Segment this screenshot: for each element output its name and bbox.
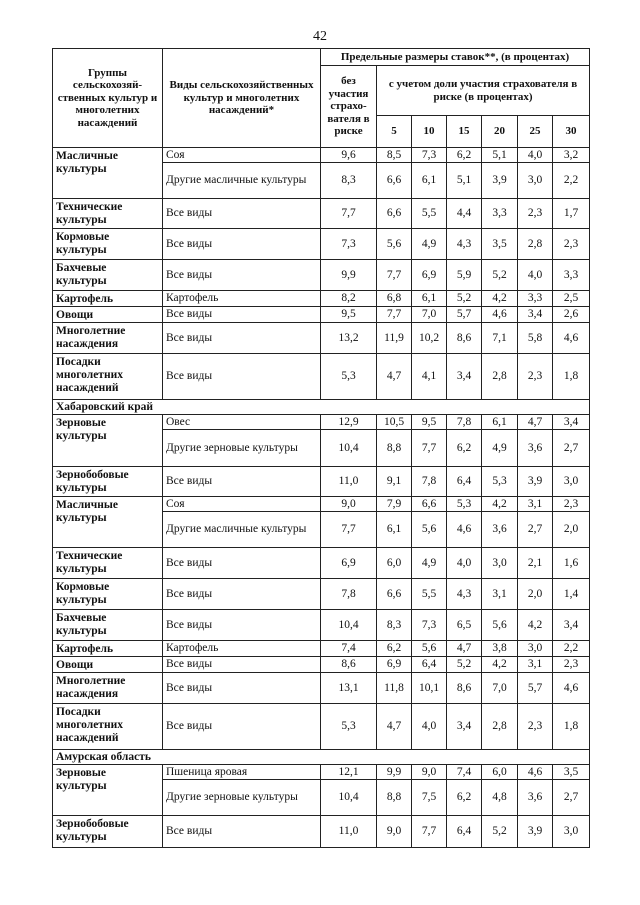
crop-group: Многолетние насаждения xyxy=(53,673,163,704)
rate-no-share: 12,9 xyxy=(321,415,377,430)
rate-share-30: 3,4 xyxy=(553,610,590,641)
rate-no-share: 7,4 xyxy=(321,641,377,657)
crop-kind: Картофель xyxy=(163,291,321,307)
crop-group: Картофель xyxy=(53,641,163,657)
crop-kind: Все виды xyxy=(163,548,321,579)
rate-share-5: 8,5 xyxy=(377,148,412,163)
rate-share-10: 7,7 xyxy=(412,816,447,848)
rate-share-30: 2,7 xyxy=(553,780,590,816)
crop-kind: Другие масличные культуры xyxy=(163,512,321,548)
rate-share-10: 4,9 xyxy=(412,548,447,579)
rate-share-10: 7,5 xyxy=(412,780,447,816)
rate-share-25: 5,8 xyxy=(518,323,553,354)
rate-share-5: 7,9 xyxy=(377,497,412,512)
rate-share-5: 7,7 xyxy=(377,260,412,291)
table-row xyxy=(53,354,590,400)
rate-share-10: 6,4 xyxy=(412,657,447,673)
crop-kind: Все виды xyxy=(163,657,321,673)
rate-no-share: 9,0 xyxy=(321,497,377,512)
crop-group: Бахчевые культуры xyxy=(53,610,163,641)
rate-no-share: 7,7 xyxy=(321,199,377,229)
rate-share-5: 6,6 xyxy=(377,579,412,610)
rate-share-20: 5,6 xyxy=(482,610,518,641)
rate-share-30: 1,8 xyxy=(553,354,590,400)
crop-group: Овощи xyxy=(53,657,163,673)
header-kind-column: Виды сельскохозяйственных культур и многолетних насаждений* xyxy=(163,49,321,148)
crop-kind: Все виды xyxy=(163,704,321,750)
rate-share-15: 3,4 xyxy=(447,704,482,750)
rate-share-30: 2,3 xyxy=(553,657,590,673)
crop-group: Овощи xyxy=(53,307,163,323)
crop-kind: Все виды xyxy=(163,579,321,610)
rate-no-share: 8,3 xyxy=(321,163,377,199)
rate-share-5: 5,6 xyxy=(377,229,412,260)
rate-share-5: 6,0 xyxy=(377,548,412,579)
crop-kind: Все виды xyxy=(163,199,321,229)
crop-kind: Другие зерновые культуры xyxy=(163,430,321,467)
rate-no-share: 11,0 xyxy=(321,816,377,848)
crop-group: Зернобобовые культуры xyxy=(53,816,163,848)
crop-group: Посадки многолетних насаждений xyxy=(53,704,163,750)
rate-no-share: 7,3 xyxy=(321,229,377,260)
rate-share-15: 8,6 xyxy=(447,673,482,704)
crop-kind: Другие масличные культуры xyxy=(163,163,321,199)
rate-share-5: 9,0 xyxy=(377,816,412,848)
rate-no-share: 13,2 xyxy=(321,323,377,354)
table-row xyxy=(53,260,590,291)
rate-share-10: 10,1 xyxy=(412,673,447,704)
rate-share-10: 4,1 xyxy=(412,354,447,400)
rate-share-10: 7,3 xyxy=(412,610,447,641)
table-row xyxy=(53,765,590,780)
rate-share-20: 3,9 xyxy=(482,163,518,199)
rate-share-30: 3,0 xyxy=(553,816,590,848)
rate-share-5: 7,7 xyxy=(377,307,412,323)
rate-share-5: 4,7 xyxy=(377,704,412,750)
rate-share-15: 5,9 xyxy=(447,260,482,291)
region-row xyxy=(53,400,590,415)
rate-share-5: 9,1 xyxy=(377,467,412,497)
table-row xyxy=(53,199,590,229)
crop-group: Масличные культуры xyxy=(53,497,163,548)
rate-share-10: 7,3 xyxy=(412,148,447,163)
rate-share-10: 7,0 xyxy=(412,307,447,323)
rate-share-25: 4,7 xyxy=(518,415,553,430)
rate-no-share: 6,9 xyxy=(321,548,377,579)
rate-share-20: 3,6 xyxy=(482,512,518,548)
crop-group: Кормовые культуры xyxy=(53,229,163,260)
rate-no-share: 10,4 xyxy=(321,430,377,467)
rate-share-10: 4,9 xyxy=(412,229,447,260)
rate-share-5: 11,8 xyxy=(377,673,412,704)
rate-share-15: 6,2 xyxy=(447,148,482,163)
rate-share-20: 7,0 xyxy=(482,673,518,704)
rate-no-share: 9,6 xyxy=(321,148,377,163)
rate-share-30: 4,6 xyxy=(553,673,590,704)
header-group-column: Группы сельскохозяй-ственных культур и многолетних насаждений xyxy=(53,49,163,148)
rate-no-share: 8,2 xyxy=(321,291,377,307)
rate-share-25: 2,0 xyxy=(518,579,553,610)
rate-share-15: 7,4 xyxy=(447,765,482,780)
rate-share-25: 2,1 xyxy=(518,548,553,579)
rate-share-25: 3,0 xyxy=(518,163,553,199)
rate-share-5: 6,6 xyxy=(377,199,412,229)
crop-kind: Овес xyxy=(163,415,321,430)
table-row xyxy=(53,415,590,430)
rate-share-15: 4,4 xyxy=(447,199,482,229)
rate-share-20: 4,8 xyxy=(482,780,518,816)
rate-share-25: 3,6 xyxy=(518,780,553,816)
rate-share-30: 2,5 xyxy=(553,291,590,307)
rate-share-30: 3,3 xyxy=(553,260,590,291)
rate-share-15: 5,1 xyxy=(447,163,482,199)
crop-kind: Все виды xyxy=(163,260,321,291)
rate-share-20: 3,0 xyxy=(482,548,518,579)
crop-kind: Все виды xyxy=(163,354,321,400)
rate-share-25: 3,1 xyxy=(518,497,553,512)
crop-kind: Все виды xyxy=(163,307,321,323)
rate-share-10: 5,6 xyxy=(412,641,447,657)
header-no-share: без участия страхо-вателя в риске xyxy=(321,66,377,148)
rate-share-25: 2,8 xyxy=(518,229,553,260)
rate-share-15: 7,8 xyxy=(447,415,482,430)
region-name: Хабаровский край xyxy=(53,400,590,415)
rate-share-30: 3,0 xyxy=(553,467,590,497)
rate-share-30: 3,4 xyxy=(553,415,590,430)
region-name: Амурская область xyxy=(53,750,590,765)
rate-share-25: 3,6 xyxy=(518,430,553,467)
table-row xyxy=(53,610,590,641)
rate-share-10: 6,9 xyxy=(412,260,447,291)
table-row xyxy=(53,548,590,579)
rate-share-15: 4,0 xyxy=(447,548,482,579)
rate-no-share: 10,4 xyxy=(321,780,377,816)
rate-no-share: 13,1 xyxy=(321,673,377,704)
rate-share-25: 4,0 xyxy=(518,148,553,163)
table-row xyxy=(53,307,590,323)
crop-group: Картофель xyxy=(53,291,163,307)
rate-share-5: 9,9 xyxy=(377,765,412,780)
rate-share-15: 3,4 xyxy=(447,354,482,400)
rate-no-share: 5,3 xyxy=(321,354,377,400)
rate-share-5: 6,6 xyxy=(377,163,412,199)
rate-no-share: 11,0 xyxy=(321,467,377,497)
rate-share-15: 4,3 xyxy=(447,579,482,610)
rate-share-15: 5,2 xyxy=(447,657,482,673)
header-share-10: 10 xyxy=(412,116,447,148)
crop-group: Посадки многолетних насаждений xyxy=(53,354,163,400)
crop-group: Зерновые культуры xyxy=(53,415,163,467)
rate-share-25: 3,4 xyxy=(518,307,553,323)
table-row xyxy=(53,323,590,354)
rate-share-10: 6,1 xyxy=(412,163,447,199)
rate-no-share: 5,3 xyxy=(321,704,377,750)
rate-share-10: 6,6 xyxy=(412,497,447,512)
rate-share-10: 9,0 xyxy=(412,765,447,780)
table-row xyxy=(53,148,590,163)
rate-share-10: 5,5 xyxy=(412,579,447,610)
crop-kind: Все виды xyxy=(163,673,321,704)
rate-share-10: 6,1 xyxy=(412,291,447,307)
rate-share-20: 7,1 xyxy=(482,323,518,354)
rate-share-30: 4,6 xyxy=(553,323,590,354)
rate-share-25: 3,9 xyxy=(518,467,553,497)
rate-share-30: 2,3 xyxy=(553,497,590,512)
rate-share-30: 1,8 xyxy=(553,704,590,750)
rate-no-share: 7,7 xyxy=(321,512,377,548)
rate-share-10: 7,8 xyxy=(412,467,447,497)
rate-share-10: 10,2 xyxy=(412,323,447,354)
rate-share-30: 2,6 xyxy=(553,307,590,323)
rate-share-20: 2,8 xyxy=(482,704,518,750)
rate-share-5: 8,8 xyxy=(377,430,412,467)
rate-share-25: 2,3 xyxy=(518,354,553,400)
rate-share-10: 4,0 xyxy=(412,704,447,750)
rate-no-share: 10,4 xyxy=(321,610,377,641)
crop-kind: Все виды xyxy=(163,467,321,497)
rate-share-5: 4,7 xyxy=(377,354,412,400)
rate-share-5: 11,9 xyxy=(377,323,412,354)
crop-kind: Пшеница яровая xyxy=(163,765,321,780)
crop-group: Зерновые культуры xyxy=(53,765,163,816)
rate-share-20: 3,5 xyxy=(482,229,518,260)
crop-kind: Все виды xyxy=(163,323,321,354)
rate-share-5: 6,1 xyxy=(377,512,412,548)
crop-group: Масличные культуры xyxy=(53,148,163,199)
rate-share-25: 4,0 xyxy=(518,260,553,291)
rate-share-25: 3,3 xyxy=(518,291,553,307)
rate-share-15: 4,7 xyxy=(447,641,482,657)
rate-share-30: 3,5 xyxy=(553,765,590,780)
rate-share-15: 6,2 xyxy=(447,780,482,816)
crop-group: Технические культуры xyxy=(53,548,163,579)
rate-share-15: 4,3 xyxy=(447,229,482,260)
rate-share-5: 6,2 xyxy=(377,641,412,657)
rate-share-20: 5,1 xyxy=(482,148,518,163)
rate-share-30: 1,7 xyxy=(553,199,590,229)
rate-share-5: 8,8 xyxy=(377,780,412,816)
rate-share-15: 6,4 xyxy=(447,816,482,848)
rate-share-20: 4,9 xyxy=(482,430,518,467)
crop-kind: Все виды xyxy=(163,816,321,848)
rate-share-20: 4,2 xyxy=(482,497,518,512)
crop-kind: Другие зерновые культуры xyxy=(163,780,321,816)
rate-share-20: 4,6 xyxy=(482,307,518,323)
table-row xyxy=(53,579,590,610)
rate-share-15: 8,6 xyxy=(447,323,482,354)
rate-share-30: 3,2 xyxy=(553,148,590,163)
table-row xyxy=(53,229,590,260)
crop-group: Многолетние насаждения xyxy=(53,323,163,354)
rate-share-10: 5,5 xyxy=(412,199,447,229)
rate-share-15: 5,7 xyxy=(447,307,482,323)
table-row xyxy=(53,641,590,657)
table-row xyxy=(53,497,590,512)
rate-no-share: 9,9 xyxy=(321,260,377,291)
rate-share-20: 5,2 xyxy=(482,260,518,291)
rate-share-20: 3,3 xyxy=(482,199,518,229)
rate-share-20: 6,0 xyxy=(482,765,518,780)
crop-kind: Картофель xyxy=(163,641,321,657)
rate-share-30: 1,4 xyxy=(553,579,590,610)
rate-share-20: 6,1 xyxy=(482,415,518,430)
rate-no-share: 12,1 xyxy=(321,765,377,780)
header-share-15: 15 xyxy=(447,116,482,148)
crop-kind: Соя xyxy=(163,148,321,163)
rate-share-10: 7,7 xyxy=(412,430,447,467)
table-row xyxy=(53,704,590,750)
table-row xyxy=(53,657,590,673)
header-with-share: с учетом доли участия страхователя в риске (в процентах) xyxy=(377,66,590,116)
rate-share-15: 6,5 xyxy=(447,610,482,641)
rate-no-share: 7,8 xyxy=(321,579,377,610)
crop-kind: Все виды xyxy=(163,610,321,641)
rate-share-20: 4,2 xyxy=(482,657,518,673)
region-row xyxy=(53,750,590,765)
rate-share-25: 5,7 xyxy=(518,673,553,704)
rate-share-15: 5,3 xyxy=(447,497,482,512)
rate-share-20: 5,3 xyxy=(482,467,518,497)
rate-share-25: 2,3 xyxy=(518,199,553,229)
table-row xyxy=(53,467,590,497)
page-number: 42 xyxy=(313,29,327,44)
header-share-30: 30 xyxy=(553,116,590,148)
rate-share-30: 1,6 xyxy=(553,548,590,579)
rate-share-20: 3,8 xyxy=(482,641,518,657)
crop-group: Бахчевые культуры xyxy=(53,260,163,291)
rate-share-20: 5,2 xyxy=(482,816,518,848)
table-row xyxy=(53,673,590,704)
rate-share-15: 4,6 xyxy=(447,512,482,548)
table-body xyxy=(53,148,590,848)
rate-share-5: 6,8 xyxy=(377,291,412,307)
rate-share-30: 2,0 xyxy=(553,512,590,548)
rate-share-25: 3,1 xyxy=(518,657,553,673)
rate-share-30: 2,3 xyxy=(553,229,590,260)
rate-share-25: 3,9 xyxy=(518,816,553,848)
rate-no-share: 9,5 xyxy=(321,307,377,323)
table-row xyxy=(53,816,590,848)
rate-share-25: 2,3 xyxy=(518,704,553,750)
rate-share-5: 10,5 xyxy=(377,415,412,430)
rate-share-20: 4,2 xyxy=(482,291,518,307)
crop-group: Технические культуры xyxy=(53,199,163,229)
rate-share-25: 3,0 xyxy=(518,641,553,657)
rate-share-30: 2,2 xyxy=(553,163,590,199)
rate-share-30: 2,2 xyxy=(553,641,590,657)
rate-share-30: 2,7 xyxy=(553,430,590,467)
rate-share-10: 5,6 xyxy=(412,512,447,548)
rate-share-15: 6,2 xyxy=(447,430,482,467)
header-share-20: 20 xyxy=(482,116,518,148)
crop-group: Кормовые культуры xyxy=(53,579,163,610)
rate-share-5: 8,3 xyxy=(377,610,412,641)
rate-share-15: 5,2 xyxy=(447,291,482,307)
header-limit-title: Предельные размеры ставок**, (в процентах) xyxy=(321,49,590,66)
rate-share-25: 4,6 xyxy=(518,765,553,780)
header-share-25: 25 xyxy=(518,116,553,148)
rate-share-20: 3,1 xyxy=(482,579,518,610)
rate-share-15: 6,4 xyxy=(447,467,482,497)
crop-kind: Соя xyxy=(163,497,321,512)
header-share-5: 5 xyxy=(377,116,412,148)
insurance-rates-table xyxy=(52,48,590,848)
table-row xyxy=(53,291,590,307)
rate-share-25: 4,2 xyxy=(518,610,553,641)
rate-no-share: 8,6 xyxy=(321,657,377,673)
rate-share-5: 6,9 xyxy=(377,657,412,673)
crop-group: Зернобобовые культуры xyxy=(53,467,163,497)
crop-kind: Все виды xyxy=(163,229,321,260)
rate-share-10: 9,5 xyxy=(412,415,447,430)
rate-share-25: 2,7 xyxy=(518,512,553,548)
rate-share-20: 2,8 xyxy=(482,354,518,400)
